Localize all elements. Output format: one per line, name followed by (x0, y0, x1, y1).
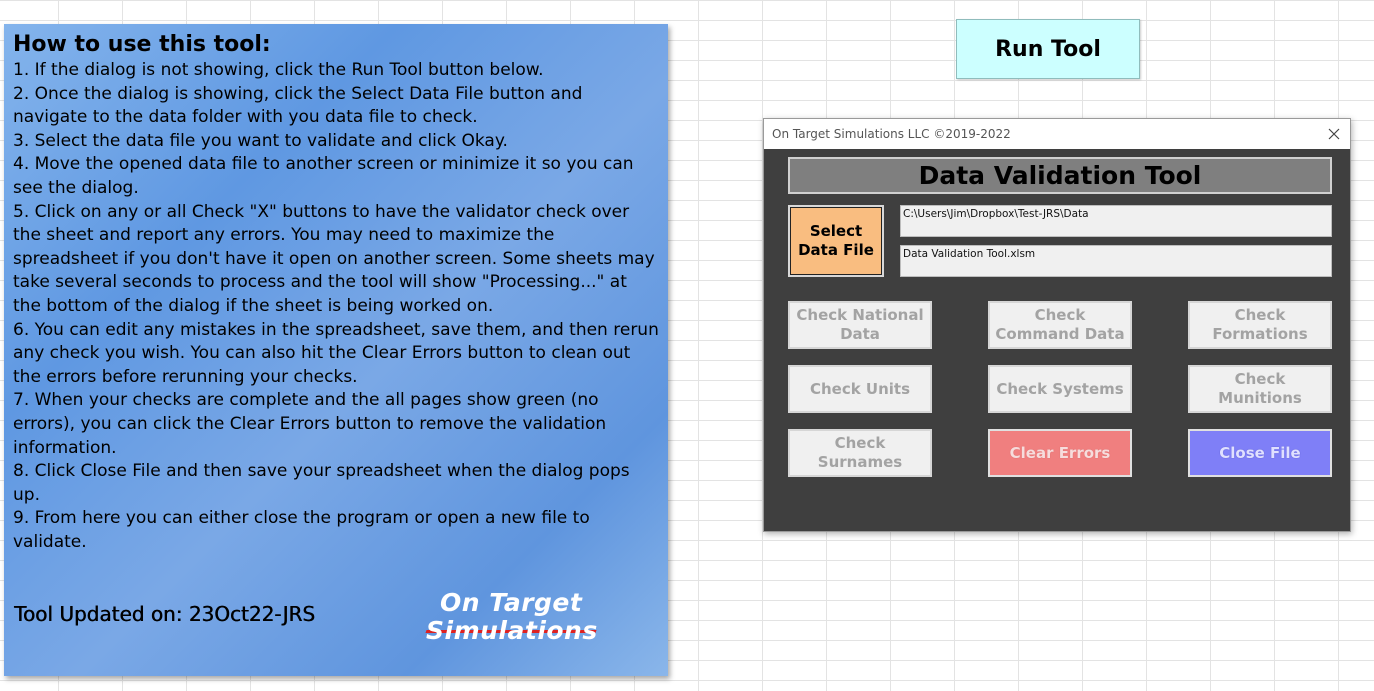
instructions-list (13, 59, 660, 554)
button-label: Check Units (809, 379, 911, 398)
instruction-step: 2. Once the dialog is showing, click the Select Data File button and navigate to the data folder with you data file to check. (13, 83, 583, 128)
instruction-step: 5. Click on any or all Check "X" buttons to have the validator check over the sheet and report any errors. You may need to maximize the spreadsheet if you don't have it open on another screen. Some sheets may take several seconds to process and the tool will show "Processing..." at the bottom of the dialog if the sheet is being worked on. (13, 201, 655, 316)
instruction-step: 3. Select the data file you want to validate and click Okay. (13, 130, 508, 151)
button-label-line2: Formations (1212, 325, 1308, 343)
check-national-data-button[interactable] (788, 301, 932, 349)
select-button-label-line1: Select (809, 222, 863, 240)
button-label-line1: Check (1034, 306, 1086, 324)
check-formations-button[interactable] (1188, 301, 1332, 349)
run-tool-button[interactable]: Run Tool (956, 19, 1140, 79)
dialog-window-title: On Target Simulations LLC ©2019-2022 (772, 127, 1011, 141)
dialog-titlebar (764, 119, 1350, 149)
button-label-line1: Check National (796, 306, 924, 324)
logo-line-2: Simulations (426, 616, 598, 645)
check-command-data-button[interactable] (988, 301, 1132, 349)
instruction-step: 6. You can edit any mistakes in the spreadsheet, save them, and then rerun any check you wish. You can also hit the Clear Errors button to clean out the errors before rerunning your checks. (13, 319, 659, 387)
close-icon[interactable] (1322, 122, 1346, 146)
select-data-file-button[interactable] (788, 205, 884, 277)
button-label: Check Systems (996, 379, 1124, 398)
instructions-title: How to use this tool: (13, 32, 271, 57)
check-surnames-button[interactable] (788, 429, 932, 477)
button-label-line2: Data (840, 325, 880, 343)
instruction-step: 1. If the dialog is not showing, click the Run Tool button below. (13, 60, 544, 80)
tool-updated-text: Tool Updated on: 23Oct22-JRS (14, 602, 315, 626)
button-label-line2: Munitions (1218, 389, 1302, 407)
logo-line-1: On Target (440, 588, 583, 617)
instructions-panel (4, 24, 668, 676)
instruction-step: 4. Move the opened data file to another screen or minimize it so you can see the dialog. (13, 154, 634, 198)
instruction-step: 7. When your checks are complete and the all pages show green (no errors), you can click the Clear Errors button to remove the validation information. (13, 390, 607, 458)
data-file-name-field[interactable]: Data Validation Tool.xlsm (900, 245, 1332, 277)
data-validation-dialog (763, 118, 1351, 532)
instruction-step: 8. Click Close File and then save your spreadsheet when the dialog pops up. (13, 461, 630, 505)
button-label-line1: Check (1234, 370, 1286, 388)
button-label-line2: Surnames (817, 453, 903, 471)
button-label-line1: Check (1234, 306, 1286, 324)
close-file-button[interactable]: Close File (1188, 429, 1332, 477)
clear-errors-button[interactable]: Clear Errors (988, 429, 1132, 477)
select-button-label-line2: Data File (798, 241, 874, 259)
button-label-line2: Command Data (995, 325, 1125, 343)
instruction-step: 9. From here you can either close the program or open a new file to validate. (13, 508, 590, 552)
button-label-line1: Check (834, 434, 886, 452)
check-systems-button[interactable] (988, 365, 1132, 413)
data-folder-path-field[interactable]: C:\Users\Jim\Dropbox\Test-JRS\Data (900, 205, 1332, 237)
on-target-simulations-logo (424, 586, 614, 650)
check-munitions-button[interactable] (1188, 365, 1332, 413)
check-units-button[interactable] (788, 365, 932, 413)
dialog-heading: Data Validation Tool (788, 157, 1332, 194)
